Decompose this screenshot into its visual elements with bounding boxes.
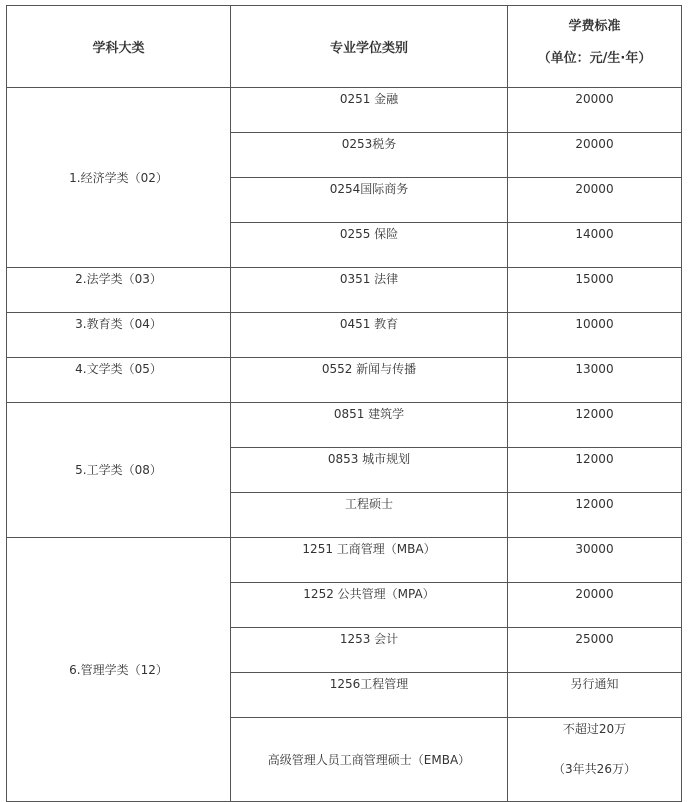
table-header-row xyxy=(7,6,682,88)
fee-cell: 13000 xyxy=(508,358,682,403)
header-fee-unit: （单位：元/生·年） xyxy=(537,50,652,66)
fee-cell xyxy=(508,718,682,802)
degree-type-cell: 工程硕士 xyxy=(231,493,508,538)
fee-cell: 20000 xyxy=(508,88,682,133)
degree-type-cell: 1253 会计 xyxy=(231,628,508,673)
category-cell: 3.教育类（04） xyxy=(7,313,231,358)
degree-type-cell: 1252 公共管理（MPA） xyxy=(231,583,508,628)
fee-cell: 12000 xyxy=(508,448,682,493)
header-category: 学科大类 xyxy=(7,6,231,88)
degree-type-cell: 0253税务 xyxy=(231,133,508,178)
fee-value: 不超过20万 xyxy=(562,722,627,736)
table-row xyxy=(7,403,682,448)
degree-type-cell: 0451 教育 xyxy=(231,313,508,358)
fee-cell: 20000 xyxy=(508,583,682,628)
degree-type-cell: 高级管理人员工商管理硕士（EMBA） xyxy=(231,718,508,802)
table-row xyxy=(7,358,682,403)
fee-note: （3年共26万） xyxy=(553,762,636,776)
header-fee xyxy=(508,6,682,88)
degree-type-cell: 0254国际商务 xyxy=(231,178,508,223)
fee-cell: 10000 xyxy=(508,313,682,358)
fee-cell: 15000 xyxy=(508,268,682,313)
degree-type-cell: 1256工程管理 xyxy=(231,673,508,718)
category-cell: 1.经济学类（02） xyxy=(7,88,231,268)
table-row xyxy=(7,313,682,358)
fee-cell: 14000 xyxy=(508,223,682,268)
fee-cell: 12000 xyxy=(508,403,682,448)
degree-type-cell: 1251 工商管理（MBA） xyxy=(231,538,508,583)
category-cell: 5.工学类（08） xyxy=(7,403,231,538)
fee-cell: 25000 xyxy=(508,628,682,673)
tuition-fee-table xyxy=(6,5,682,802)
degree-type-cell: 0552 新闻与传播 xyxy=(231,358,508,403)
fee-cell: 20000 xyxy=(508,178,682,223)
table-row xyxy=(7,538,682,583)
header-degree-type: 专业学位类别 xyxy=(231,6,508,88)
header-fee-title: 学费标准 xyxy=(568,18,621,34)
table-row xyxy=(7,268,682,313)
degree-type-cell: 0351 法律 xyxy=(231,268,508,313)
category-cell: 4.文学类（05） xyxy=(7,358,231,403)
degree-type-cell: 0251 金融 xyxy=(231,88,508,133)
category-cell: 2.法学类（03） xyxy=(7,268,231,313)
degree-type-cell: 0255 保险 xyxy=(231,223,508,268)
category-cell: 6.管理学类（12） xyxy=(7,538,231,802)
table-row xyxy=(7,88,682,133)
fee-cell: 20000 xyxy=(508,133,682,178)
degree-type-cell: 0853 城市规划 xyxy=(231,448,508,493)
fee-cell: 另行通知 xyxy=(508,673,682,718)
degree-type-cell: 0851 建筑学 xyxy=(231,403,508,448)
fee-cell: 12000 xyxy=(508,493,682,538)
fee-cell: 30000 xyxy=(508,538,682,583)
